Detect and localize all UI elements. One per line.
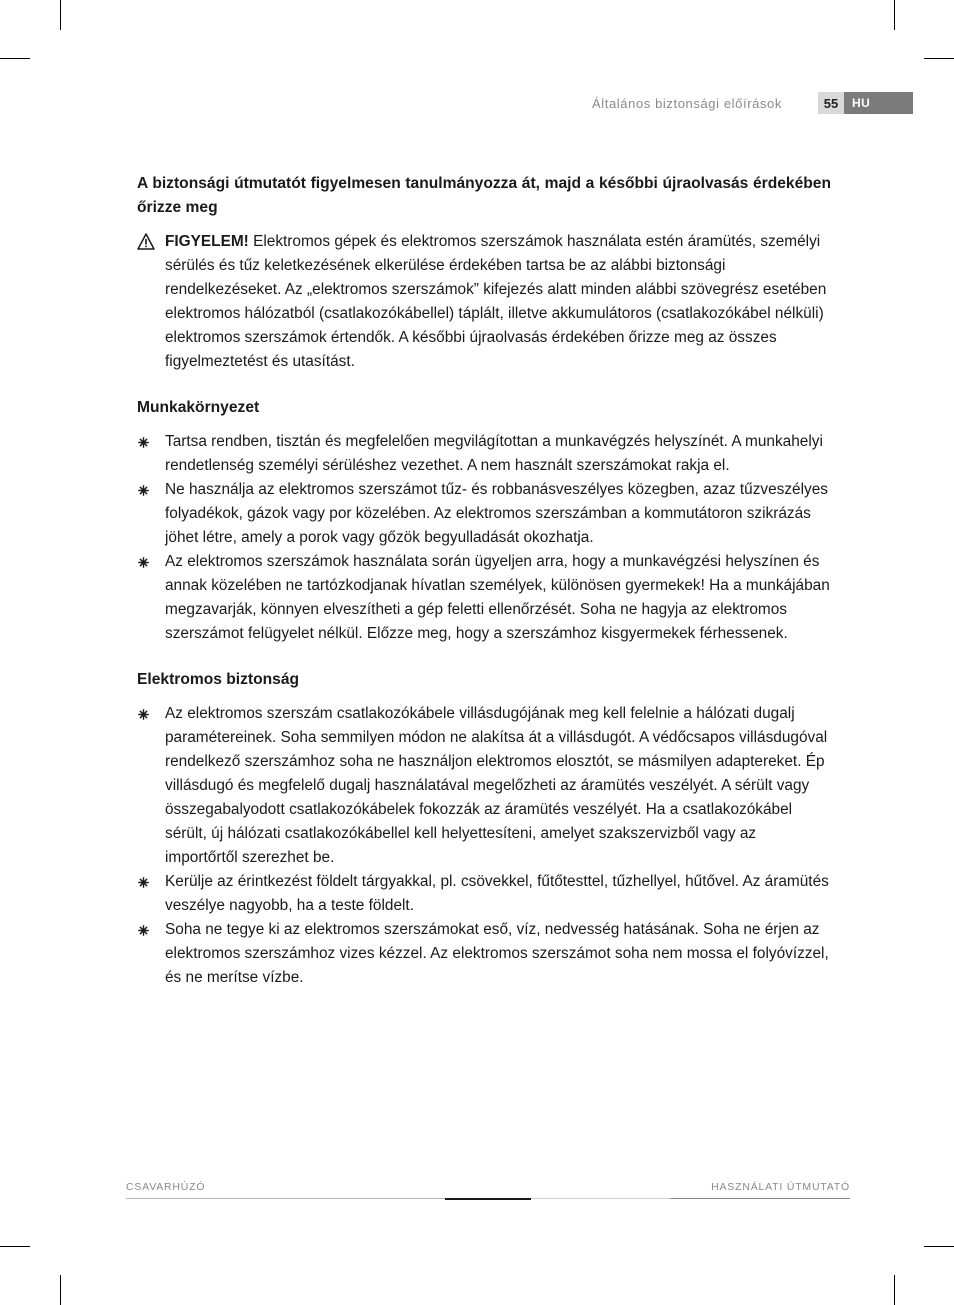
crop-mark	[60, 1275, 61, 1305]
page-tab	[818, 92, 913, 114]
warning-triangle-icon	[137, 233, 155, 250]
bullet-icon	[138, 437, 149, 448]
warning-label: FIGYELEM!	[165, 233, 249, 250]
crop-mark	[924, 58, 954, 59]
bullet-icon	[138, 557, 149, 568]
list-item: Soha ne tegye ki az elektromos szerszámokat eső, víz, nedvesség hatásának. Soha ne érjen az elektromos szerszámhoz vizes kézzel. Az elektromos szerszámot soha nem mossa el folyóvízzel, és ne merítse vízbe.	[137, 918, 831, 990]
bullet-icon	[138, 925, 149, 936]
bullet-icon	[138, 709, 149, 720]
list-item: Kerülje az érintkezést földelt tárgyakkal, pl. csövekkel, fűtőtesttel, tűzhellyel, hűtővel. Az áramütés veszélye nagyobb, ha a teste földelt.	[137, 870, 831, 918]
list-item: Ne használja az elektromos szerszámot tűz- és robbanásveszélyes közegben, azaz tűzveszélyes folyadékok, gázok vagy por közelében. Az elektromos szerszámban a kommutátoron szikrázás jöhet létre, amely a porok vagy gőzök begyulladását okozhatja.	[137, 478, 831, 550]
page-number: 55	[818, 92, 844, 114]
crop-mark	[894, 0, 895, 30]
bullet-icon	[138, 485, 149, 496]
crop-mark	[924, 1246, 954, 1247]
crop-mark	[60, 0, 61, 30]
crop-mark	[0, 58, 30, 59]
warning-block	[137, 230, 831, 374]
section-title: Munkakörnyezet	[137, 399, 260, 416]
intro-title: A biztonsági útmutatót figyelmesen tanulmányozza át, majd a későbbi újraolvasás érdekében őrizze meg	[137, 175, 831, 216]
list-item: Az elektromos szerszámok használata során ügyeljen arra, hogy a munkavégzési helyszínen és annak közelében ne tartózkodjanak hívatlan személyek, különösen gyermekek! Ha a munkájában megzavarják, könnyen elveszítheti a gép feletti ellenőrzését. Soha ne hagyja az elektromos szerszámot felügyelet nélkül. Előzze meg, hogy a szerszámhoz kisgyermekek férhessenek.	[137, 550, 831, 646]
footer-doc-type: HASZNÁLATI ÚTMUTATÓ	[711, 1181, 850, 1193]
bullet-icon	[138, 877, 149, 888]
list-item: Tartsa rendben, tisztán és megfelelően megvilágítottan a munkavégzés helyszínét. A munkahelyi rendetlenség személyi sérüléshez vezethet. A nem használt szerszámokat rakja el.	[137, 430, 831, 478]
bullet-list	[137, 702, 831, 990]
page-content	[137, 172, 831, 1012]
crop-mark	[894, 1275, 895, 1305]
footer-divider	[126, 1198, 850, 1200]
warning-text: Elektromos gépek és elektromos szerszámok használata estén áramütés, személyi sérülés és tűz keletkezésének elkerülése érdekében tartsa be az alábbi biztonsági rendelkezéseket. Az „elektromos szerszámok” kifejezés alatt minden alábbi szövegrész esetében elektromos hálózatból (csatlakozókábellel) táplált, illetve akkumulátoros (csatlakozókábel nélküli) elektromos szerszámok értendők. A későbbi újraolvasás érdekében őrizze meg az összes figyelmeztetést és utasítást.	[165, 233, 827, 370]
crop-mark	[0, 1246, 30, 1247]
running-header: Általános biztonsági előírások	[592, 96, 782, 111]
list-item: Az elektromos szerszám csatlakozókábele villásdugójának meg kell felelnie a hálózati dugalj paramétereinek. Soha semmilyen módon ne alakítsa át a villásdugót. A védőcsapos villásdugóval rendelkező szerszámhoz soha ne használjon elektromos elosztót, se másmilyen adaptereket. Ép villásdugó és megfelelő dugalj használatával megelőzheti az áramütés veszélyét. A sérült vagy összegabalyodott csatlakozókábelek fokozzák az áramütés veszélyét. Ha a csatlakozókábel sérült, új hálózati csatlakozókábellel kell helyettesíteni, amelyet szakszervizből vagy az importőrtől szerezhet be.	[137, 702, 831, 870]
section-title: Elektromos biztonság	[137, 671, 300, 688]
footer-product: CSAVARHÚZÓ	[126, 1181, 206, 1193]
language-badge: HU	[844, 92, 913, 114]
bullet-list	[137, 430, 831, 646]
